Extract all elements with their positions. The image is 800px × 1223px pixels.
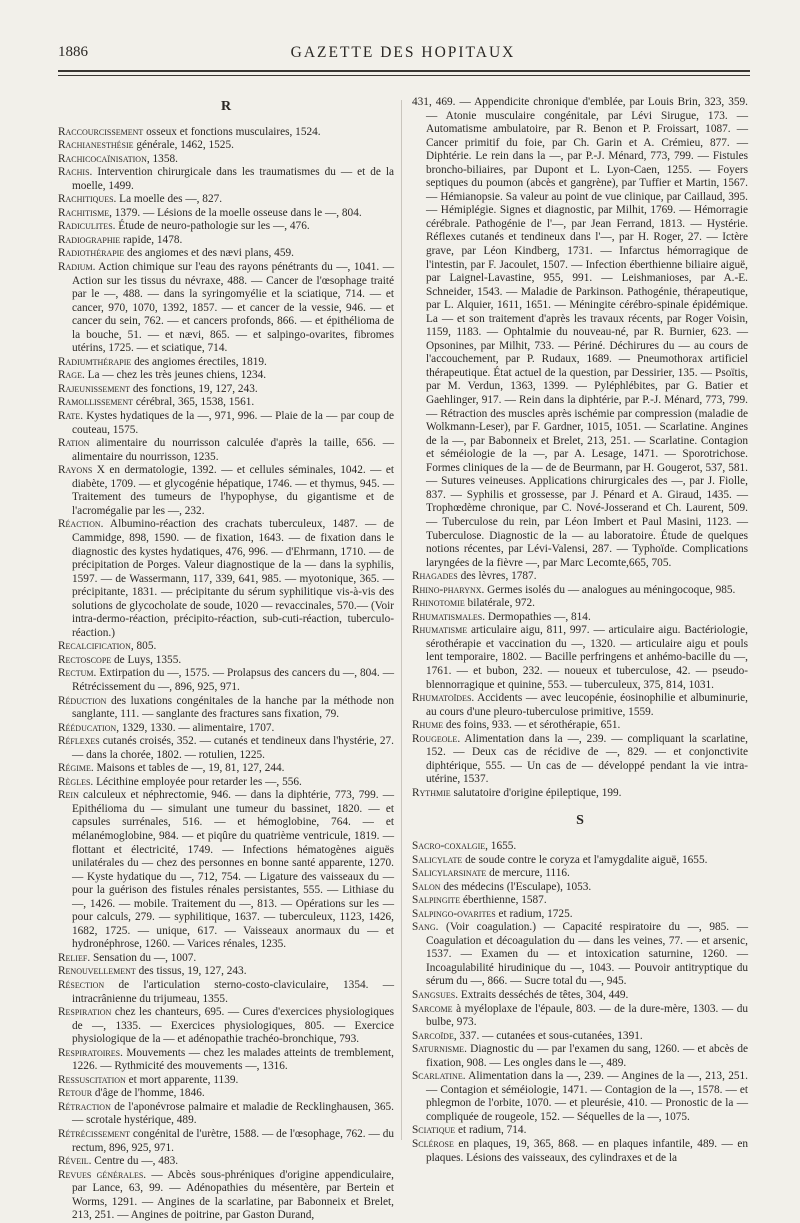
index-term: Retour [58, 1087, 93, 1100]
index-entry [412, 787, 748, 801]
index-term: Scarlatine [412, 1070, 463, 1083]
index-entry [58, 220, 394, 234]
section-letter-r: R [220, 99, 232, 114]
index-term: Rééducation [58, 721, 117, 734]
index-entry [412, 624, 748, 692]
index-entry [58, 193, 394, 207]
index-text: X en dermatologie, 1392. — et cellules séminales, 1042. — et diabète, 1709. — et glycogénie hépatique, 1746. — et thymus, 945. — Traitement des tumeurs de l'hypophyse, du gigantisme et de l'acromégalie par les —, 232. [72, 464, 394, 517]
index-text: , 1329, 1330. — alimentaire, 1707. [116, 721, 275, 734]
index-text: des angiomes érectiles, 1819. [134, 355, 267, 368]
index-entry [58, 383, 394, 397]
index-term: Rein [58, 789, 79, 802]
index-entry [412, 570, 748, 584]
index-term: Rate [58, 410, 81, 423]
index-entry [58, 410, 394, 437]
index-term: Rachis [58, 166, 90, 179]
index-text: . Action chimique sur l'eau des rayons pénétrants du —, 1041. — Action sur les tissus du névraxe, 488. — Cancer de l'œsophage traité par le —, 488. — dans la syringomyélie et la sciatique, 714. — et cancer, 970, 1070, 1392, 1857. — et cancer de la vessie, 946. — et cancer du sein, 762. — et cancers profonds, 866. — et épithélioma de la bouche, 51. — et nævi, 865. — et salpingo-ovarites, fibromes utérins, 1725. — et sciatique, 714. [72, 261, 394, 355]
index-term: Radiothérapie [58, 247, 125, 260]
index-term: Ramollissement [58, 396, 134, 409]
index-term: Rachitiques [58, 193, 114, 206]
index-text: cérébral, 365, 1538, 1561. [135, 396, 255, 409]
index-entry [58, 695, 394, 722]
index-term: Réflexes [58, 735, 100, 748]
column-divider [401, 100, 402, 1140]
index-entry [412, 854, 748, 868]
index-text: générale, 1462, 1525. [136, 139, 234, 152]
index-term: Rhinotomie [412, 597, 465, 610]
index-term: Réveil [58, 1155, 89, 1168]
index-term: Salpingo-ovarites [412, 907, 496, 920]
index-text: . La moelle des —, 827. [113, 193, 223, 206]
index-entry [412, 1030, 748, 1044]
index-term: Rajeunissement [58, 382, 130, 395]
index-text: . Alimentation dans la —, 239. — Angines de la —, 213, 251. — Contagion et séméiologie, 1471. — Contagion de la —, 1578. — et phlegmon de l'orbite, 1070. — et pleurésie, 410. — Pronostic de la — compliquée de rougeole, 152. — Séquelles de la —, 1075. [426, 1070, 748, 1123]
index-entry [412, 908, 748, 922]
index-text: et radium, 1725. [498, 907, 573, 920]
index-text: . La — chez les très jeunes chiens, 1234. [81, 369, 267, 382]
index-term: Rhumatoïdes [412, 692, 472, 705]
index-entry [58, 952, 394, 966]
index-entry [412, 1043, 748, 1070]
index-term: Rhumatismales [412, 610, 483, 623]
index-text: éberthienne, 1587. [462, 894, 547, 907]
index-term: Salpingite [412, 894, 461, 907]
index-text: . Étude de neuro-pathologie sur les —, 476. [112, 220, 310, 233]
page-header [58, 44, 748, 66]
index-text: d'âge de l'homme, 1846. [94, 1087, 205, 1100]
right-column [412, 96, 748, 1165]
index-text: de mercure, 1116. [489, 867, 570, 880]
index-text: . Albumino-réaction des crachats tuberculeux, 1487. — de Cammidge, 898, 1590. — de fixation, 1643. — de fixation dans le diagnostic des kystes hydatiques, 476, 996. — d'Ehrmann, 1710. — de précipitation de Porges. Valeur diagnostique de la — dans la syphilis, 1597. — de Wassermann, 117, 339, 641, 985. — myotonique, 365. — précipitante, 1831. — précipitante du sérum syphilitique vis-à-vis des solutions de glycocholate de soude, 1020 — revaccinales, 570.— (Voir intra-dermo-réaction, précipito-réaction, sub-cuti-réaction, tuberculo-réaction.) [72, 518, 394, 639]
index-text: des fonctions, 19, 127, 243. [132, 382, 258, 395]
index-term: Sang [412, 921, 436, 934]
index-term: Sangsues [412, 989, 456, 1001]
section-letter-s: S [576, 813, 584, 829]
index-term: Respiratoires [58, 1046, 121, 1059]
index-entry [58, 776, 394, 790]
index-text: , 1358. [146, 152, 178, 165]
index-term: Ration [58, 437, 90, 450]
index-term: Réduction [58, 694, 107, 707]
index-term: Sacro-coxalgie [412, 839, 486, 852]
index-text: calculeux et néphrectomie, 946. — dans la diphtérie, 773, 799. — Epithélioma du — simulant une tumeur du bassinet, 1820. — et capsules surrénales, 516. — et hémoglobine, 764. — et mélanémoglobine, 984. — et piqûre du quatrième ventricule, 1819. — flottant et électricité, 1749. — Infections hématogènes aiguës unilatérales du — chez des personnes en bonne santé apparente, 1270. — Kyste hydatique du —, 712, 754. — Ligature des vaisseaux du — pour la guérison des fistules rénales persistantes, 555. — Lithiase du —, 1426. — mobile. Traitement du —, 813. — Opérations sur les — pour calculs, 279. — syphilitique, 1637. — tuberculeux, 1123, 1426, 1682, 1725. — unique, 617. — Vaisseaux anormaux du — et hydronéphrose, 1260. — Varices rénales, 1235. [72, 789, 394, 951]
index-term: Saturnisme [412, 1043, 465, 1056]
index-text: . — Abcès sous-phréniques d'origine appendiculaire, par Lance, 63, 99. — Adénopathies du mésentère, par Bertein et Worms, 1291. — Angines de la scarlatine, par Babonneix et Brelet, 213, 251. — Angines de poitrine, par Gaston Durand, [72, 1168, 394, 1222]
right-entries-s [412, 840, 748, 1165]
index-text: . Alimentation dans la —, 239. — compliquant la scarlatine, 152. — Deux cas de récidive de —, 829. — et conjonctivite diphtérique, 555. — Un cas de — développé pendant la vie intra-utérine, 1537. [426, 732, 748, 786]
index-term: Radium [58, 261, 93, 274]
index-entry [412, 96, 748, 570]
index-text: . Diagnostic du — par l'examen du sang, 1260. — et abcès de fixation, 908. — Les ongles dans le —, 489. [426, 1043, 748, 1069]
index-entry [412, 719, 748, 733]
right-entries [412, 96, 748, 800]
index-text: des angiomes et des nævi plans, 459. [127, 247, 294, 260]
index-entry [412, 921, 748, 989]
index-entry [58, 396, 394, 410]
index-term: Rachitisme [58, 206, 110, 219]
index-text: , 337. — cutanées et sous-cutanées, 1391. [453, 1029, 643, 1042]
header-rule-thin [58, 75, 750, 76]
index-text: des tissus, 19, 127, 243. [138, 965, 247, 978]
index-entry [58, 1074, 394, 1088]
index-term: Sciatique [412, 1124, 456, 1137]
index-text: . Dermopathies —, 814. [482, 610, 591, 623]
index-entry [58, 979, 394, 1006]
index-term: Règles [58, 775, 91, 788]
index-entry [58, 789, 394, 952]
index-text: , 1379. — Lésions de la moelle osseuse dans le —, 804. [109, 206, 362, 219]
index-entry [58, 654, 394, 668]
index-text: . Kystes hydatiques de la —, 971, 996. — Plaie de la — par coup de couteau, 1575. [72, 410, 394, 436]
index-term: Salicylate [412, 853, 463, 866]
index-entry [58, 207, 394, 221]
index-term: Régime [58, 762, 91, 775]
index-term: Salicylarsinate [412, 867, 487, 880]
index-term: Rage [58, 369, 82, 382]
index-entry [58, 1128, 394, 1155]
index-text: . Germes isolés du — analogues au méningocoque, 985. [481, 583, 736, 596]
index-term: Rachicocaïnisation [58, 152, 147, 165]
index-term: Rythmie [412, 786, 451, 799]
index-term: Réaction [58, 518, 101, 531]
header-rule [58, 70, 750, 72]
index-entry [58, 722, 394, 736]
index-entry [412, 881, 748, 895]
index-text: . Accidents — avec leucopénie, éosinophilie et albuminurie, au cours d'une pleuro-tuberculose primitive, 1559. [426, 692, 748, 718]
left-column [58, 94, 394, 1223]
index-term: Rhino-pharynx [412, 583, 482, 596]
index-text: cutanés croisés, 352. — cutanés et tendineux dans l'hystérie, 27. — dans la chorée, 1802. — rotulien, 1225. [72, 735, 394, 761]
index-entry [412, 584, 748, 598]
index-term: Raccourcissement [58, 125, 144, 138]
index-entry [58, 153, 394, 167]
index-entry [412, 894, 748, 908]
index-entry [412, 989, 748, 1003]
index-text: . Extraits desséchés de têtes, 304, 449. [455, 989, 629, 1001]
index-entry [58, 261, 394, 356]
index-text: des médecins (l'Esculape), 1053. [443, 880, 592, 893]
index-text: 431, 469. — Appendicite chronique d'emblée, par Louis Brin, 323, 359. — Atonie musculaire congénitale, par Lévi Sirugue, 173. — Automatisme ambulatoire, par R. Benon et P. Froissart, 1087. — Cancer primitif du foie, par Ch. Garin et A. Crémieu, 877. — Diphtérie. Le rein dans la —, par P.-J. Ménard, 773, 799. — Fistules broncho-biliaires, par Dupont et L. Lyon-Caen, 1255. — Foyers septiques du poumon (abcès et gangrène), par Tuffier et Martin, 1567. — Hémianopsie. Sa valeur au point de vue clinique, par Caillaud, 395. — Hémiplégie. Signes et diagnostic, par Milhit, 1769. — Hémorragie cérébrale. Pathogénie de l'—, par Jean Ferrand, 1813. — Hystérie. Réflexes cutanés et tendineux dans l'—, par H. Roger, 27. — Ictère grave, par Léon Kindberg, 1731. — Infarctus hémorragique de l'intestin, par F. Jacoulet, 1507. — Infection éberthienne biliaire aiguë, par Laignel-Lavastine, 955, 991. — Leishmanioses, par A.-E. Schneider, 1543. — Maladie de Parkinson. Pathogénie, thérapeutique, par L. Alquier, 1611, 1651. — Méningite cérébro-spinale épidémique. La — et son traitement d'après les travaux récents, par Roger Voisin, 1159, 1183. — Ophtalmie du nouveau-né, par R. Burnier, 623. — Opsonines, par Milhit, 733. — Périné. Déchirures du — au cours de l'accouchement, par P. Rudaux, 1689. — Pneumothorax artificiel thérapeutique. État actuel de la question, par Dessirier, 135. — Psoïtis, par M. Verdun, 1363, 1399. — Pyléphlébites, par G. Batier et Gaehlinger, 917. — Rein dans la diphtérie, par P.-J. Ménard, 773, 799. — Rétraction des muscles après ischémie par compression (maladie de Wolkmann-Leser), par F. Gardner, 1015, 1051. — Scarlatine. Angines de la —, par Babonneix et Brelet, 213, 251. — Scarlatine. Contagion et séméiologie de la —, par A. Lesage, 1471. — Sporotrichose. Formes cliniques de la — de de Beurmann, par H. Gougerot, 537, 581. — Sutures veineuses. Applications chirurgicales des —, par J. Fiolle, 837. — Syphilis et grossesse, par J. Pénard et A. Giraud, 1435. — Trophœdème chronique, par C. Nové-Josserand et Ch. Laurent, 509. — Tuberculose du rein, par Léon Imbert et Paul Masini, 1123. — Tuberculose. Diagnostic de la — au laboratoire. Étude de quelques notions récentes, par Lévi-Valensi, 287. — Typhoïde. Complications laryngées de la fièvre —, par Marc Lecomte,665, 705. [412, 96, 748, 569]
index-text: de l'articulation sterno-costo-claviculaire, 1354. — intracrânienne du trijumeau, 1355. [72, 979, 394, 1005]
index-text: . Sensation du —, 1007. [87, 951, 197, 964]
index-text: , 1655. [485, 839, 517, 852]
index-text: . Centre du —, 483. [88, 1155, 179, 1168]
index-text: . Extirpation du —, 1575. — Prolapsus des cancers du —, 804. — Rétrécissement du —, 896, 925, 971. [72, 667, 394, 693]
index-entry [58, 1087, 394, 1101]
index-text: . Maisons et tables de —, 19, 81, 127, 244. [90, 762, 285, 775]
index-entry [58, 1169, 394, 1223]
index-entry [412, 1003, 748, 1030]
index-term: Résection [58, 979, 105, 991]
index-entry [58, 126, 394, 140]
index-text: . Mouvements — chez les malades atteints de tremblement, 1226. — Rythmicité des mouvements —, 1316. [72, 1046, 394, 1073]
index-term: Rhume [412, 719, 444, 732]
index-entry [58, 166, 394, 193]
index-entry [412, 692, 748, 719]
index-entry [58, 369, 394, 383]
index-text: chez les chanteurs, 695. — Cures d'exercices physiologiques de —, 1335. — Exercices physiologiques, 805. — Exercice physiologique de la — et adénopathie trachéo-bronchique, 793. [72, 1006, 395, 1046]
index-entry [58, 1155, 394, 1169]
index-entry [412, 867, 748, 881]
index-text: osseux et fonctions musculaires, 1524. [146, 125, 321, 138]
index-text: et mort apparente, 1139. [128, 1073, 239, 1086]
index-entry [412, 840, 748, 854]
index-text: . (Voir coagulation.) — Capacité respiratoire du —, 985. — Coagulation et décoagulation du — dans les veines, 77. — et arsenic, 1537. — Examen du — et intoxication saturnine, 1260. — Incoagulabilité hirudinique du —, 1043. — Pouvoir antitryptique du sérum du —, 866. — Sucre total du —, 945. [426, 921, 748, 988]
index-text: articulaire aigu, 811, 997. — articulaire aigu. Bactériologie, sérothérapie et vaccination du —, 1320. — articulaire aigu et pouls lent temporaire, 1802. — Bacille perfringens et anhémo-bacille du —, 1761. — et bubon, 232. — noueux et tuberculose, 42. — pseudo-blennorragique et quinine, 553. — tuberculeux, 375, 814, 1031. [426, 624, 748, 691]
index-entry [58, 667, 394, 694]
index-term: Salon [412, 880, 441, 893]
index-term: Radiumthérapie [58, 355, 132, 368]
index-term: Sarcoïde [412, 1029, 454, 1042]
index-entry [58, 518, 394, 640]
index-term: Rétrécissement [58, 1128, 130, 1141]
index-entry [412, 733, 748, 787]
index-entry [412, 1124, 748, 1138]
index-text: , 805. [130, 640, 157, 653]
index-entry [58, 762, 394, 776]
index-term: Sarcome [412, 1002, 453, 1015]
index-term: Recalcification [58, 640, 131, 653]
running-title: GAZETTE DES HOPITAUX [290, 44, 516, 61]
index-text: bilatérale, 972. [467, 597, 535, 610]
index-entry [58, 640, 394, 654]
index-entry [412, 1070, 748, 1124]
index-term: Respiration [58, 1006, 112, 1019]
index-term: Radiculites [58, 220, 113, 233]
index-term: Rétraction [58, 1100, 111, 1113]
index-text: de soude contre le coryza et l'amygdalite aiguë, 1655. [465, 853, 708, 866]
index-term: Renouvellement [58, 965, 136, 978]
page-number: 1886 [58, 44, 88, 60]
index-term: Rayons [58, 464, 93, 477]
index-text: en plaques, 19, 365, 868. — en plaques infantile, 489. — en plaques. Lésions des vaisseaux, des cylindraxes et de la [426, 1138, 749, 1164]
index-text: des foins, 933. — et sérothérapie, 651. [445, 719, 621, 732]
index-term: Rougeole [412, 732, 458, 745]
index-entry [58, 965, 394, 979]
index-term: Radiographie [58, 233, 121, 246]
index-entry [412, 1138, 748, 1165]
index-term: Revues générales [58, 1168, 144, 1181]
index-term: Rectum [58, 667, 94, 680]
index-term: Relief [58, 951, 88, 964]
index-entry [58, 437, 394, 464]
index-term: Rachianesthésie [58, 139, 134, 152]
index-text: à myéloplaxe de l'épaule, 803. — de la dure-mère, 1303. — du bulbe, 973. [426, 1002, 748, 1029]
index-term: Ressuscitation [58, 1073, 126, 1086]
index-text: . Intervention chirurgicale dans les traumatismes du — et de la moelle, 1499. [72, 166, 394, 192]
index-text: de l'aponévrose palmaire et maladie de Recklinghausen, 365. — scrotale hystérique, 489. [72, 1100, 394, 1127]
index-entry [58, 1006, 394, 1047]
index-text: et radium, 714. [458, 1124, 527, 1137]
index-entry [58, 1101, 394, 1128]
index-entry [58, 247, 394, 261]
index-term: Rhagades [412, 570, 458, 583]
index-term: Rectoscope [58, 653, 112, 666]
index-text: salutatoire d'origine épileptique, 199. [453, 786, 622, 799]
index-entry [412, 597, 748, 611]
index-term: Rhumatisme [412, 624, 468, 637]
index-text: . Lécithine employée pour retarder les —, 556. [90, 775, 302, 788]
index-entry [58, 139, 394, 153]
index-text: congénital de l'urètre, 1588. — de l'œsophage, 762. — du rectum, 896, 925, 971. [72, 1128, 394, 1154]
index-text: rapide, 1478. [123, 233, 183, 246]
index-text: des lèvres, 1787. [460, 570, 537, 583]
index-entry [58, 1047, 394, 1074]
index-entry [58, 735, 394, 762]
index-text: alimentaire du nourrisson calculée d'après la taille, 656. — alimentaire du nourrisson, 1235. [72, 437, 394, 463]
index-entry [58, 234, 394, 248]
index-text: des luxations congénitales de la hanche par la méthode non sanglante, 111. — sanglante des fractures sans fixation, 79. [72, 694, 394, 721]
index-text: de Luys, 1355. [114, 653, 182, 666]
index-entry [412, 611, 748, 625]
index-entry [58, 356, 394, 370]
index-entry [58, 464, 394, 518]
index-term: Sclérose [412, 1138, 454, 1151]
